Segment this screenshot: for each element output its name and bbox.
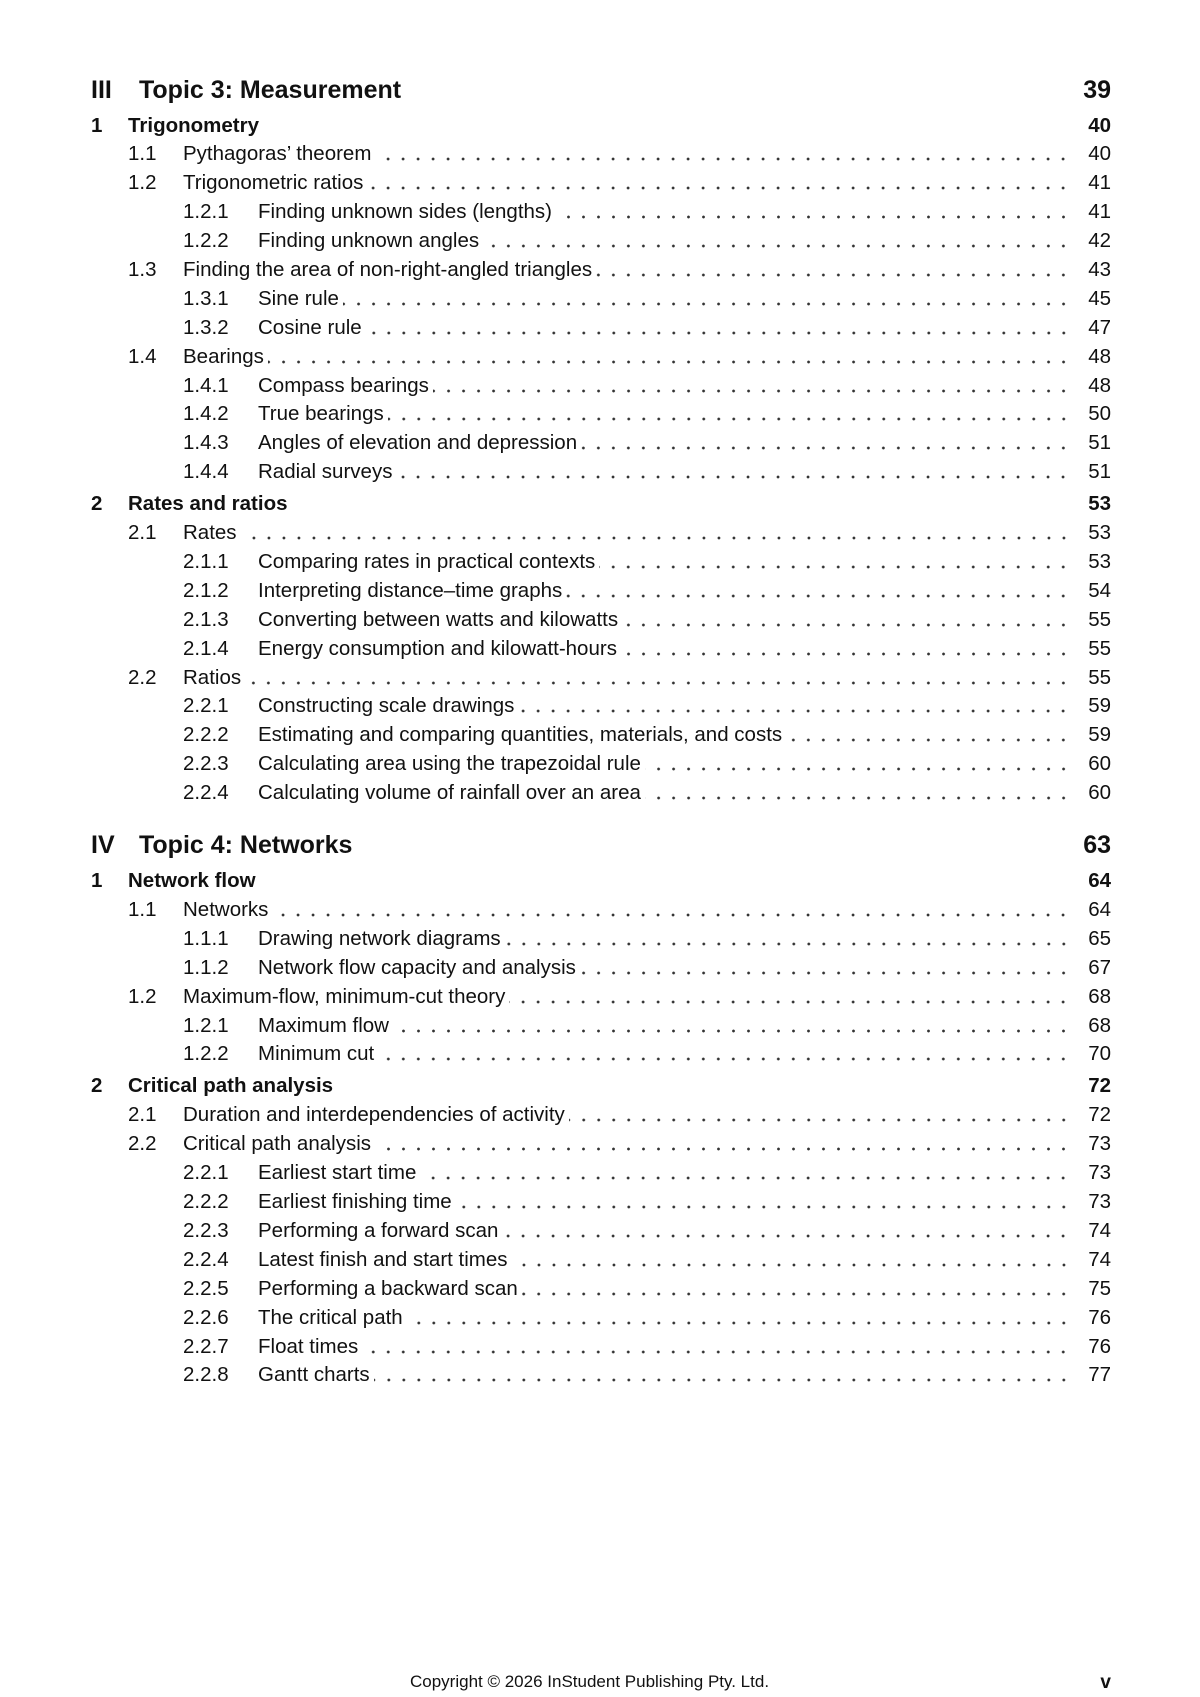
copyright-notice: Copyright © 2026 InStudent Publishing Pty. Ltd. [410,1672,770,1691]
dot-leader [393,1029,1071,1033]
page-number: v [1100,1672,1111,1693]
entry-title: Maximum flow [258,1013,389,1037]
toc-subsection-entry[interactable] [91,576,1111,605]
entry-title: Ratios [183,665,242,689]
entry-number: 2.2.4 [183,1247,229,1271]
page-footer [0,1672,1200,1694]
entry-number: 2.1 [128,1103,157,1127]
toc-subsection-entry[interactable] [91,779,1111,808]
dot-leader [433,389,1071,393]
dot-leader [569,1118,1071,1122]
toc-subsection-entry[interactable] [91,953,1111,982]
entry-page-number: 47 [1088,315,1111,339]
entry-title: Earliest start time [258,1161,417,1185]
entry-title: Gantt charts [258,1363,370,1387]
part-number: IV [91,831,115,860]
part-number: III [91,75,112,104]
dot-leader [388,417,1071,421]
toc-section-entry[interactable] [91,1101,1111,1130]
entry-title: Performing a backward scan [258,1276,518,1300]
entry-title: Comparing rates in practical contexts [258,550,596,574]
chapter-number: 1 [91,113,103,137]
entry-page-number: 48 [1088,344,1111,368]
toc-section-entry[interactable] [91,519,1111,548]
entry-title: Trigonometric ratios [183,171,364,195]
entry-page-number: 77 [1088,1363,1111,1387]
dot-leader [599,565,1071,569]
entry-title: Constructing scale drawings [258,694,515,718]
entry-page-number: 65 [1088,926,1111,950]
entry-number: 2.2 [128,665,157,689]
dot-leader [483,244,1071,248]
entry-page-number: 64 [1088,898,1111,922]
chapter-page-number: 53 [1088,492,1111,516]
chapter-page-number: 40 [1088,113,1111,137]
entry-page-number: 54 [1088,578,1111,602]
table-of-contents [91,72,1111,1390]
entry-number: 2.2.4 [183,781,229,805]
toc-part-heading[interactable] [91,72,1111,108]
entry-number: 2.2.1 [183,694,229,718]
dot-leader [375,157,1071,161]
dot-leader [375,1147,1071,1151]
entry-page-number: 55 [1088,665,1111,689]
part-title: Topic 3: Measurement [139,75,402,104]
entry-number: 1.2.1 [183,200,229,224]
entry-page-number: 75 [1088,1276,1111,1300]
dot-leader [505,942,1071,946]
entry-number: 1.4 [128,344,157,368]
dot-leader [522,1292,1071,1296]
entry-number: 1.3.1 [183,286,229,310]
chapter-title: Network flow [128,869,256,893]
entry-title: Minimum cut [258,1042,375,1066]
dot-leader [407,1321,1071,1325]
entry-title: Converting between watts and kilowatts [258,607,619,631]
entry-page-number: 60 [1088,781,1111,805]
entry-number: 1.2.2 [183,229,229,253]
entry-number: 2.2.7 [183,1334,229,1358]
entry-title: Pythagoras’ theorem [183,142,372,166]
entry-title: Angles of elevation and depression [258,431,578,455]
entry-page-number: 41 [1088,171,1111,195]
entry-title: Float times [258,1334,359,1358]
toc-subsection-entry[interactable] [91,605,1111,634]
dot-leader [580,971,1071,975]
entry-page-number: 48 [1088,373,1111,397]
entry-title: Compass bearings [258,373,429,397]
dot-leader [272,913,1071,917]
dot-leader [396,475,1071,479]
entry-title: Estimating and comparing quantities, materials, and costs [258,723,783,747]
dot-leader [596,273,1071,277]
chapter-number: 2 [91,1074,103,1098]
entry-number: 2.2.8 [183,1363,229,1387]
entry-number: 1.2 [128,984,157,1008]
entry-page-number: 73 [1088,1132,1111,1156]
entry-number: 2.1 [128,521,157,545]
entry-number: 2.2.2 [183,1190,229,1214]
entry-page-number: 74 [1088,1247,1111,1271]
entry-page-number: 55 [1088,607,1111,631]
dot-leader [378,1057,1071,1061]
entry-number: 2.1.3 [183,607,229,631]
entry-number: 2.1.4 [183,636,229,660]
toc-subsection-entry[interactable] [91,284,1111,313]
chapter-number: 2 [91,492,103,516]
toc-subsection-entry[interactable] [91,548,1111,577]
dot-leader [374,1378,1071,1382]
entry-page-number: 55 [1088,636,1111,660]
toc-section-entry[interactable] [91,140,1111,169]
dot-leader [420,1176,1071,1180]
entry-page-number: 50 [1088,402,1111,426]
entry-number: 1.4.3 [183,431,229,455]
dot-leader [362,1350,1071,1354]
toc-subsection-entry[interactable] [91,721,1111,750]
entry-number: 1.3.2 [183,315,229,339]
chapter-title: Rates and ratios [128,492,288,516]
dot-leader [509,1000,1071,1004]
dot-leader [622,623,1071,627]
toc-subsection-entry[interactable] [91,1217,1111,1246]
entry-number: 1.1 [128,898,157,922]
entry-number: 1.3 [128,258,157,281]
dot-leader [512,1263,1071,1267]
entry-title: Sine rule [258,286,339,310]
dot-leader [268,360,1071,364]
entry-page-number: 51 [1088,431,1111,455]
entry-title: Calculating area using the trapezoidal rule [258,752,641,776]
toc-subsection-entry[interactable] [91,634,1111,663]
entry-title: The critical path [258,1305,403,1329]
entry-page-number: 60 [1088,752,1111,776]
toc-section-entry[interactable] [91,169,1111,198]
entry-title: Rates [183,521,237,545]
entry-title: Duration and interdependencies of activity [183,1103,565,1127]
entry-number: 1.4.1 [183,373,229,397]
entry-page-number: 40 [1088,142,1111,166]
chapter-title: Critical path analysis [128,1074,334,1098]
entry-title: Latest finish and start times [258,1247,508,1271]
dot-leader [556,215,1071,219]
toc-subsection-entry[interactable] [91,313,1111,342]
chapter-number: 1 [91,869,103,893]
dot-leader [518,709,1071,713]
dot-leader [367,186,1071,190]
toc-subsection-entry[interactable] [91,750,1111,779]
toc-subsection-entry[interactable] [91,1245,1111,1274]
entry-page-number: 70 [1088,1042,1111,1066]
entry-number: 1.2.2 [183,1042,229,1066]
entry-title: Finding unknown sides (lengths) [258,200,552,224]
entry-page-number: 59 [1088,694,1111,718]
entry-number: 2.1.1 [183,550,229,574]
entry-number: 1.4.2 [183,402,229,426]
entry-page-number: 45 [1088,286,1111,310]
entry-title: Performing a forward scan [258,1218,499,1242]
entry-number: 1.4.4 [183,460,229,484]
toc-section-entry[interactable] [91,256,1111,285]
dot-leader [502,1234,1071,1238]
toc-section-entry[interactable] [91,663,1111,692]
entry-page-number: 68 [1088,984,1111,1008]
entry-title: Critical path analysis [183,1132,371,1156]
dot-leader [456,1205,1071,1209]
entry-number: 2.2.5 [183,1276,229,1300]
dot-leader [581,446,1071,450]
entry-page-number: 73 [1088,1161,1111,1185]
entry-page-number: 76 [1088,1334,1111,1358]
toc-subsection-entry[interactable] [91,1159,1111,1188]
dot-leader [343,302,1071,306]
toc-subsection-entry[interactable] [91,1040,1111,1069]
toc-subsection-entry[interactable] [91,198,1111,227]
entry-number: 2.2.3 [183,752,229,776]
entry-number: 1.1.2 [183,955,229,979]
entry-number: 2.2 [128,1132,157,1156]
toc-subsection-entry[interactable] [91,1361,1111,1390]
dot-leader [645,796,1071,800]
part-page-number: 39 [1083,75,1111,104]
dot-leader [786,738,1071,742]
entry-page-number: 76 [1088,1305,1111,1329]
toc-part-heading[interactable] [91,828,1111,864]
entry-number: 1.2 [128,171,157,195]
toc-section-entry[interactable] [91,982,1111,1011]
toc-section-entry[interactable] [91,1130,1111,1159]
entry-page-number: 72 [1088,1103,1111,1127]
entry-page-number: 43 [1088,258,1111,281]
toc-chapter-heading[interactable] [91,867,1111,896]
entry-title: True bearings [258,402,384,426]
entry-page-number: 53 [1088,550,1111,574]
entry-page-number: 68 [1088,1013,1111,1037]
dot-leader [566,594,1071,598]
entry-title: Finding unknown angles [258,229,480,253]
entry-page-number: 51 [1088,460,1111,484]
entry-number: 1.2.1 [183,1013,229,1037]
dot-leader [241,536,1071,540]
toc-subsection-entry[interactable] [91,429,1111,458]
entry-title: Energy consumption and kilowatt-hours [258,636,617,660]
part-title: Topic 4: Networks [139,831,353,860]
entry-page-number: 74 [1088,1218,1111,1242]
chapter-title: Trigonometry [128,113,259,137]
entry-title: Interpreting distance–time graphs [258,578,563,602]
toc-subsection-entry[interactable] [91,227,1111,256]
toc-subsection-entry[interactable] [91,1303,1111,1332]
toc-subsection-entry[interactable] [91,371,1111,400]
entry-number: 2.2.6 [183,1305,229,1329]
toc-section-entry[interactable] [91,342,1111,371]
entry-page-number: 41 [1088,200,1111,224]
entry-title: Network flow capacity and analysis [258,955,576,979]
entry-title: Networks [183,898,269,922]
toc-subsection-entry[interactable] [91,924,1111,953]
entry-title: Maximum-flow, minimum-cut theory [183,984,506,1008]
entry-number: 2.1.2 [183,578,229,602]
chapter-page-number: 64 [1088,869,1111,893]
toc-subsection-entry[interactable] [91,400,1111,429]
entry-number: 1.1 [128,142,157,166]
entry-number: 2.2.3 [183,1218,229,1242]
entry-title: Calculating volume of rainfall over an area [258,781,641,805]
toc-chapter-heading[interactable] [91,111,1111,140]
dot-leader [645,767,1071,771]
dot-leader [366,331,1071,335]
toc-chapter-heading[interactable] [91,490,1111,519]
entry-page-number: 59 [1088,723,1111,747]
entry-title: Cosine rule [258,315,362,339]
entry-title: Drawing network diagrams [258,926,501,950]
entry-title: Earliest finishing time [258,1190,452,1214]
toc-subsection-entry[interactable] [91,1011,1111,1040]
entry-number: 2.2.1 [183,1161,229,1185]
entry-title: Finding the area of non-right-angled triangles [183,258,593,281]
toc-subsection-entry[interactable] [91,1332,1111,1361]
entry-number: 1.1.1 [183,926,229,950]
toc-subsection-entry[interactable] [91,692,1111,721]
dot-leader [245,681,1071,685]
entry-title: Bearings [183,344,264,368]
toc-subsection-entry[interactable] [91,1274,1111,1303]
chapter-page-number: 72 [1088,1074,1111,1098]
entry-page-number: 73 [1088,1190,1111,1214]
toc-chapter-heading[interactable] [91,1072,1111,1101]
entry-title: Radial surveys [258,460,393,484]
toc-section-entry[interactable] [91,896,1111,925]
toc-subsection-entry[interactable] [91,458,1111,487]
dot-leader [621,652,1071,656]
entry-page-number: 67 [1088,955,1111,979]
entry-number: 2.2.2 [183,723,229,747]
entry-page-number: 53 [1088,521,1111,545]
entry-page-number: 42 [1088,229,1111,253]
part-page-number: 63 [1083,831,1111,860]
toc-subsection-entry[interactable] [91,1188,1111,1217]
